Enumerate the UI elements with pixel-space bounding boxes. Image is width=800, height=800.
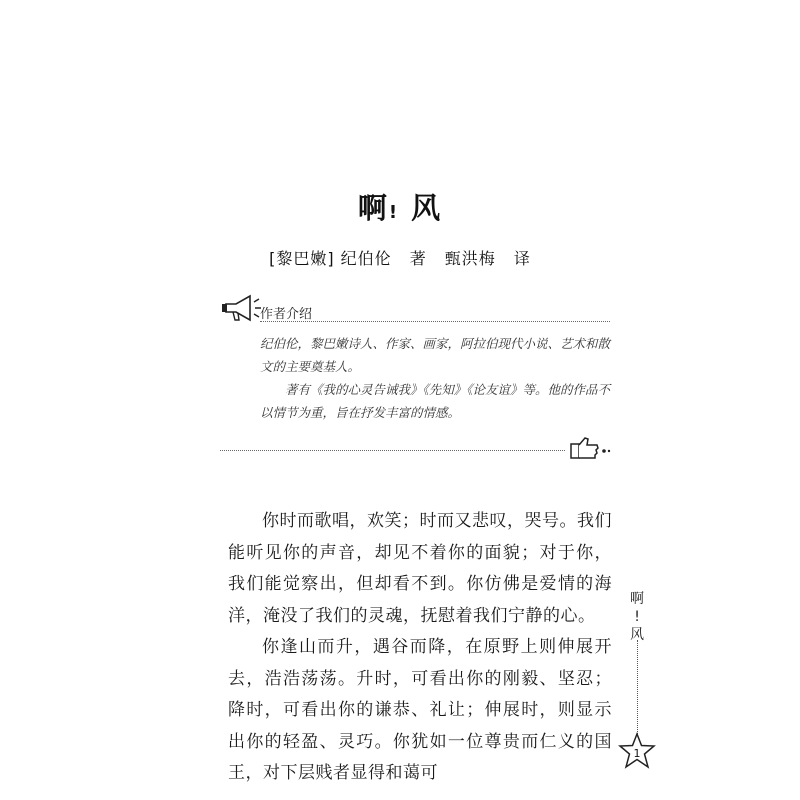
- author-role: 著: [409, 249, 427, 268]
- side-dotted-line: [637, 640, 638, 736]
- megaphone-icon: [220, 292, 264, 324]
- body-paragraph: 你时而歌唱，欢笑；时而又悲叹，哭号。我们能听见你的声音，却见不着你的面貌；对于你，我们能觉察出，但却看不到。你仿佛是爱情的海洋，淹没了我们的灵魂，抚慰着我们宁静的心。: [228, 511, 612, 626]
- page-number-star: [618, 732, 656, 770]
- title-end: 风: [411, 191, 443, 225]
- side-running-title: [628, 590, 646, 644]
- thumbs-up-icon: [567, 434, 615, 460]
- title-main: 啊: [357, 191, 389, 225]
- side-char: !: [634, 609, 640, 625]
- body-paragraph: 你逢山而升，遇谷而降，在原野上则伸展开去，浩浩荡荡。升时，可看出你的刚毅、坚忍；降时，可看出你的谦恭、礼让；伸展时，则显示出你的轻盈、灵巧。你犹如一位尊贵而仁义的国王，对下层贱者显得和蔼可: [228, 637, 612, 783]
- byline: [0, 246, 800, 269]
- translator-name: 甄洪梅: [444, 249, 496, 268]
- intro-paragraph: 著有《我的心灵告诫我》《先知》《论友谊》等。他的作品不以情节为重，旨在抒发丰富的情感。: [260, 382, 611, 420]
- author-nationality: [黎巴嫩]: [269, 249, 335, 268]
- side-char: 风: [630, 627, 644, 643]
- title-mark: !: [388, 202, 400, 223]
- page-title: [0, 186, 800, 227]
- body-text: [228, 506, 612, 790]
- intro-text: [260, 332, 615, 424]
- author-name: 纪伯伦: [340, 249, 392, 268]
- page-number: 1: [633, 747, 641, 760]
- intro-bottom-rule: [220, 450, 565, 451]
- translator-role: 译: [513, 249, 531, 268]
- intro-heading: 作者介绍: [260, 307, 313, 322]
- intro-paragraph: 纪伯伦，黎巴嫩诗人、作家、画家，阿拉伯现代小说、艺术和散文的主要奠基人。: [260, 336, 611, 374]
- side-char: 啊: [630, 591, 644, 607]
- intro-top-rule: [260, 321, 610, 322]
- author-intro-box: [220, 292, 610, 467]
